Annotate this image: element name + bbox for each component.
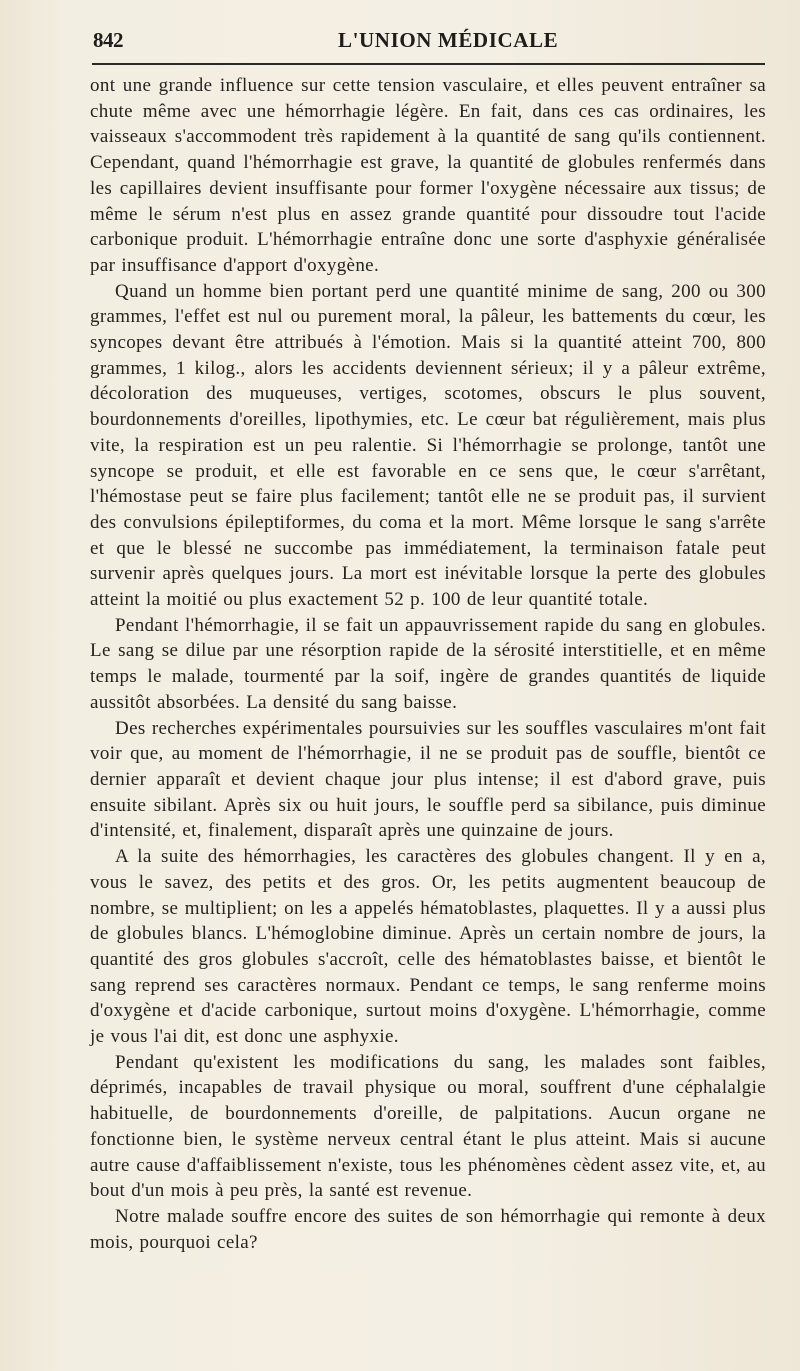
paragraph: Notre malade souffre encore des suites de son hémorrhagie qui remonte à deux mois, pourquoi cela?: [90, 1205, 766, 1253]
paragraph: A la suite des hémorrhagies, les caractères des globules changent. Il y en a, vous le savez, des petits et des gros. Or, les petits augmentent beaucoup de nombre, se multiplient; on les a appelés hématoblastes, plaquettes. Il y a aussi plus de globules blancs. L'hémoglobine diminue. Après un certain nombre de jours, la quantité des gros globules s'accroît, celle des hématoblastes baisse, et bientôt le sang reprend ses caractères normaux. Pendant ce temps, le sang renferme moins d'oxygène et d'acide carbonique, surtout moins d'oxygène. L'hémorrhagie, comme je vous l'ai dit, est donc une asphyxie.: [90, 846, 766, 1048]
header-rule: [92, 63, 765, 65]
paragraph: Pendant l'hémorrhagie, il se fait un appauvrissement rapide du sang en globules. Le sang se dilue par une résorption rapide de la sérosité interstitielle, et en même temps le malade, tourmenté par la soif, ingère de grandes quantités de liquide aussitôt absorbées. La densité du sang baisse.: [90, 614, 766, 713]
paragraph: ont une grande influence sur cette tension vasculaire, et elles peuvent entraîner sa chute même avec une hémorrhagie légère. En fait, dans ces cas ordinaires, les vaisseaux s'accommodent très rapidement à la quantité de sang qu'ils contiennent. Cependant, quand l'hémorrhagie est grave, la quantité de globules renfermés dans les capillaires devient insuffisante pour former l'oxygène nécessaire aux tissus; de même le sérum n'est plus en assez grande quantité pour dissoudre tout l'acide carbonique produit. L'hémorrhagie entraîne donc une sorte d'asphyxie généralisée par insuffisance d'apport d'oxygène.: [90, 75, 766, 276]
paragraph: Quand un homme bien portant perd une quantité minime de sang, 200 ou 300 grammes, l'effet est nul ou purement moral, la pâleur, les battements du cœur, les syncopes devant être attribués à l'émotion. Mais si la quantité atteint 700, 800 grammes, 1 kilog., alors les accidents deviennent sérieux; il y a pâleur extrême, décoloration des muqueuses, vertiges, scotomes, obscurs le plus souvent, bourdonnements d'oreilles, lipothymies, etc. Le cœur bat régulièrement, mais plus vite, la respiration est un peu ralentie. Si l'hémorrhagie se prolonge, tantôt une syncope se produit, et elle est favorable en ce sens que, le cœur s'arrêtant, l'hémostase peut se faire plus facilement; tantôt elle ne se produit pas, il survient des convulsions épileptiformes, du coma et la mort. Même lorsque le sang s'arrête et que le blessé ne succombe pas immédiatement, la terminaison fatale peut survenir après quelques jours. La mort est inévitable lorsque la perte des globules atteint la moitié ou plus exactement 52 p. 100 de leur quantité totale.: [90, 280, 766, 611]
paragraph: Pendant qu'existent les modifications du sang, les malades sont faibles, déprimés, incapables de travail physique ou moral, souffrent d'une céphalalgie habituelle, de bourdonnements d'oreille, de palpitations. Aucun organe ne fonctionne bien, le système nerveux central étant le plus atteint. Mais si aucune autre cause d'affaiblissement n'existe, tous les phénomènes cèdent assez vite, et, au bout d'un mois à peu près, la santé est revenue.: [90, 1051, 766, 1202]
body-text: [90, 73, 766, 1255]
running-head: [93, 28, 758, 58]
paragraph: Des recherches expérimentales poursuivies sur les souffles vasculaires m'ont fait voir que, au moment de l'hémorrhagie, il ne se produit pas de souffle, bientôt ce dernier apparaît et devient chaque jour plus intense; il est d'abord grave, puis ensuite sibilant. Après six ou huit jours, le souffle perd sa sibilance, puis diminue d'intensité, et, finalement, disparaît après une quinzaine de jours.: [90, 717, 766, 842]
page-number: 842: [93, 28, 123, 52]
journal-title: L'UNION MÉDICALE: [338, 28, 559, 52]
